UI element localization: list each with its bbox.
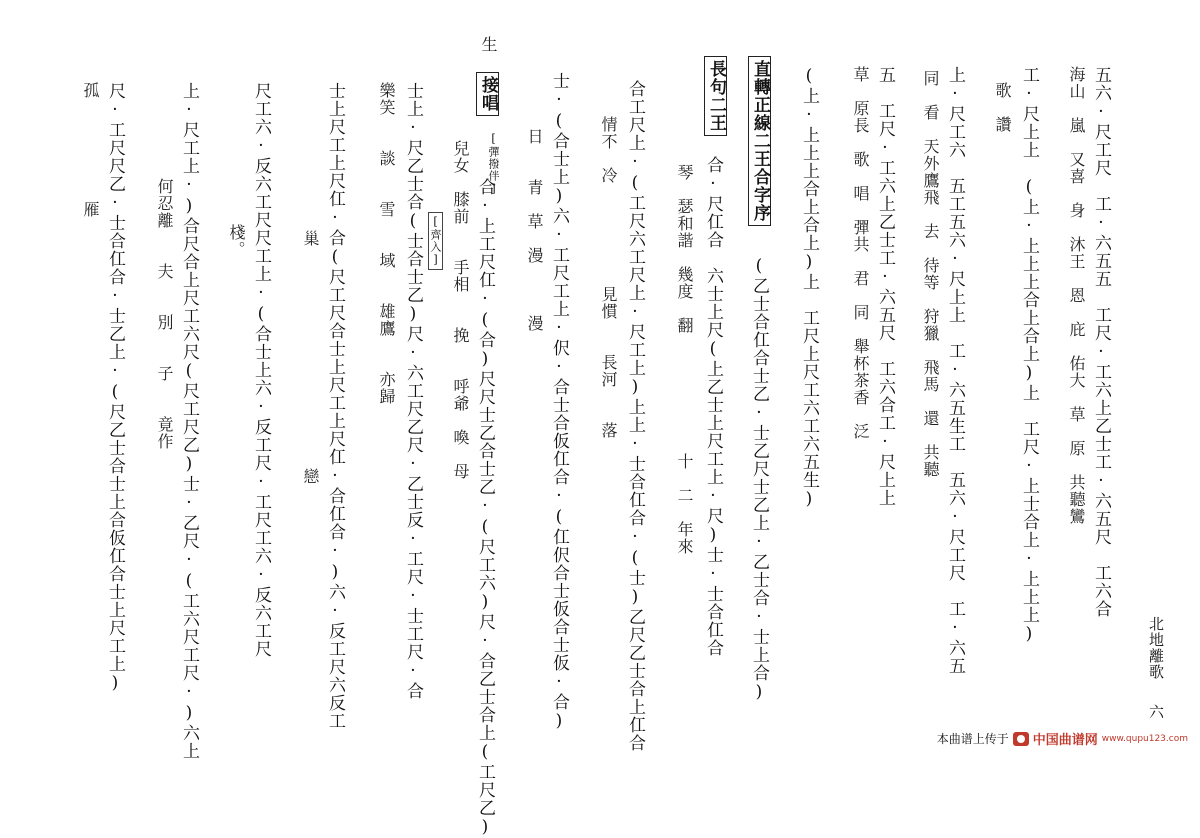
lyric-column: 日 青 草 漫 漫: [525, 128, 544, 332]
page-number: 六: [1147, 704, 1165, 720]
sheng-marker: 生: [479, 36, 498, 53]
notation-column: 士·(合士上)六·工尺工上·伬·合士合仮仜合·(仜伬合士仮合士仮·合): [549, 72, 569, 732]
notation-column: 合·尺仜合 六士上尺(上乙士上尺工上·尺)士·士合仜合: [703, 156, 723, 657]
section-label-changju: 長句二王: [704, 56, 727, 136]
lyric-column: 同 看 天外鷹飛 去 待等 狩獵 飛馬 還 共聽: [921, 70, 940, 478]
lyric-column: 歌 讚: [993, 82, 1012, 133]
lyric-column: 琴 瑟和諧 幾度 翻 十 二 年來: [675, 164, 694, 555]
notation-column: 上·尺工上·)合尺合上尺工六尺(尺工尺乙)士·乙尺·(工六尺工尺·)六上: [179, 82, 199, 760]
lyric-column: 草 原長 歌 唱 彈共 君 同 舉杯茶香 泛: [851, 66, 870, 440]
unison-note: [齊入]: [428, 212, 443, 270]
site-logo-icon: [1013, 732, 1029, 746]
lyric-column: 孤 雁: [81, 82, 100, 218]
site-domain: www.qupu123.com: [1101, 733, 1188, 744]
lyric-column: 巢 戀: [301, 230, 320, 485]
site-name: 中国曲谱网: [1032, 733, 1098, 748]
notation-column: (上·上上上合上合上)上 工尺上尺工六工六五生): [799, 66, 819, 510]
section-label-jiechang: 接唱: [476, 72, 499, 116]
accompaniment-note: [彈撥伴]: [487, 132, 500, 196]
site-watermark: [937, 729, 1188, 748]
notation-column: 上·尺工六 五工五六·尺上上 工·六五生工 五六·尺工尺 工·六五: [945, 66, 965, 675]
song-title: 北地離歌: [1147, 616, 1165, 680]
notation-column: 士上·尺乙士合(士合士乙)尺·六工尺乙尺·乙士反·工尺·士工尺·合: [403, 82, 423, 700]
section-label-zhizhuan: 直轉正線二王合字序: [748, 56, 771, 226]
notation-column: 五六·尺工尺 工·六五五 工尺·工六上乙士工·六五尺 工六合: [1091, 66, 1111, 618]
notation-column: (乙士合仜合士乙·士乙尺士乙上·乙士合·士上合): [749, 256, 769, 703]
notation-column: 尺工六·反六工尺尺工上·(合士上六·反工尺·工尺工六·反六工尺: [251, 82, 271, 658]
lyric-column: 海山 嵐 又喜 身 沐王 恩 庇 佑大 草 原 共聽鸞: [1067, 66, 1086, 525]
notation-column: 士上尺工上尺仜·合(尺工尺合士上尺工上尺仜·合仜合·)六·反工尺六反工: [325, 82, 345, 730]
notation-column: 工·尺上上 (上·上上上合上合上)上 工尺·上士合上·上上上): [1019, 66, 1039, 645]
notation-column: 五 工尺·工六上乙士工·六五尺 工六合工·尺上上: [875, 66, 895, 507]
notation-column: 尺·工尺尺乙·士合仜合·士乙上·(尺乙士合士上合仮仜合士上尺工上): [105, 82, 125, 694]
notation-column: 合工尺上·(工尺六工尺上·尺工上)上上·士合仜合·(士)乙尺乙士合上仜合: [625, 80, 645, 752]
lyric-column: 何忍離 夫 別 子 竟作: [155, 178, 174, 450]
lyric-column: 樂笑 談 雪 域 雄鷹 亦歸: [377, 82, 396, 405]
lyric-column: 棧。: [227, 224, 246, 258]
notation-column: 合·上工尺仜·(合)尺尺士乙合士乙·(尺工六)尺·合乙士合上(工尺乙): [475, 178, 495, 838]
lyric-column: 兒女 膝前 手相 挽 呼爺 喚 母: [451, 140, 470, 480]
upload-text: 本曲谱上传于: [936, 732, 1009, 746]
lyric-column: 情不 冷 見慣 長河 落: [599, 116, 618, 439]
